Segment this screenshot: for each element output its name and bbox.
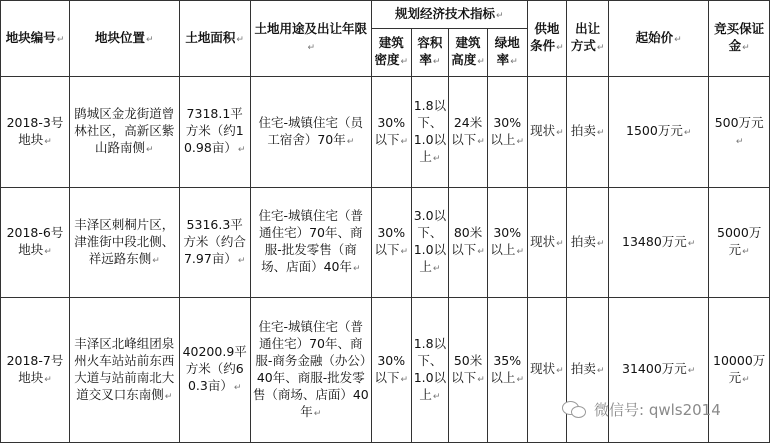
plot-no-cell: 2018-3号地块↵	[1, 77, 70, 188]
start-price-cell: 1500万元↵	[609, 77, 709, 188]
header-use: 土地用途及出让年限↵	[250, 1, 371, 77]
wechat-watermark	[562, 396, 762, 422]
header-start-price: 起始价↵	[609, 1, 709, 77]
header-location: 地块位置↵	[69, 1, 179, 77]
start-price-cell: 13480万元↵	[609, 188, 709, 298]
use-cell: 住宅-城镇住宅（员工宿舍）70年↵	[250, 77, 371, 188]
green-cell: 30%以上↵	[487, 188, 527, 298]
far-cell: 3.0以下、1.0以上↵	[411, 188, 449, 298]
supply-cell: 现状↵	[527, 77, 567, 188]
plot-no-cell: 2018-6号地块↵	[1, 188, 70, 298]
plot-no-cell: 2018-7号地块↵	[1, 298, 70, 443]
height-cell: 24米以下↵	[449, 77, 488, 188]
deposit-cell: 500万元↵	[709, 77, 770, 188]
supply-cell: 现状↵	[527, 298, 567, 443]
watermark-text: 微信号: qwls2014	[594, 400, 721, 419]
height-cell: 50米以下↵	[449, 298, 488, 443]
location-cell: 丰泽区刺桐片区，津淮街中段北侧、祥远路东侧↵	[69, 188, 179, 298]
density-cell: 30%以下↵	[371, 188, 411, 298]
header-supply: 供地条件↵	[527, 1, 567, 77]
green-cell: 30%以上↵	[487, 77, 527, 188]
area-cell: 7318.1平方米（约10.98亩）↵	[179, 77, 250, 188]
height-cell: 80米以下↵	[449, 188, 488, 298]
header-deposit: 竞买保证金↵	[709, 1, 770, 77]
deposit-cell: 10000万元↵	[709, 298, 770, 443]
method-cell: 拍卖↵	[567, 298, 609, 443]
green-cell: 35%以上↵	[487, 298, 527, 443]
area-cell: 5316.3平方米（约合7.97亩）↵	[179, 188, 250, 298]
location-cell: 鹍城区金龙街道曾林社区，高新区紫山路南侧↵	[69, 77, 179, 188]
far-cell: 1.8以下、1.0以上↵	[411, 77, 449, 188]
use-cell: 住宅-城镇住宅（普通住宅）70年、商服-批发零售（商场、店面）40年↵	[250, 188, 371, 298]
deposit-cell: 5000万元↵	[709, 188, 770, 298]
location-cell: 丰泽区北峰组团泉州火车站站前东西大道与站前南北大道交叉口东南侧↵	[69, 298, 179, 443]
use-cell: 住宅-城镇住宅（普通住宅）70年、商服-商务金融（办公）40年、商服-批发零售（商场、店面）40年↵	[250, 298, 371, 443]
header-green: 绿地率↵	[487, 29, 527, 77]
header-row-top	[1, 1, 770, 29]
header-density: 建筑密度↵	[371, 29, 411, 77]
table-row	[1, 188, 770, 298]
header-area: 土地面积↵	[179, 1, 250, 77]
table-row	[1, 77, 770, 188]
density-cell: 30%以下↵	[371, 298, 411, 443]
method-cell: 拍卖↵	[567, 77, 609, 188]
header-method: 出让方式↵	[567, 1, 609, 77]
header-plan-group: 规划经济技术指标↵	[371, 1, 527, 29]
area-cell: 40200.9平方米（约60.3亩）↵	[179, 298, 250, 443]
header-far: 容积率↵	[411, 29, 449, 77]
header-plot-no: 地块编号↵	[1, 1, 70, 77]
header-height: 建筑高度↵	[449, 29, 488, 77]
supply-cell: 现状↵	[527, 188, 567, 298]
start-price-cell: 31400万元↵	[609, 298, 709, 443]
density-cell: 30%以下↵	[371, 77, 411, 188]
wechat-icon	[562, 399, 588, 419]
far-cell: 1.8以下、1.0以上↵	[411, 298, 449, 443]
method-cell: 拍卖↵	[567, 188, 609, 298]
